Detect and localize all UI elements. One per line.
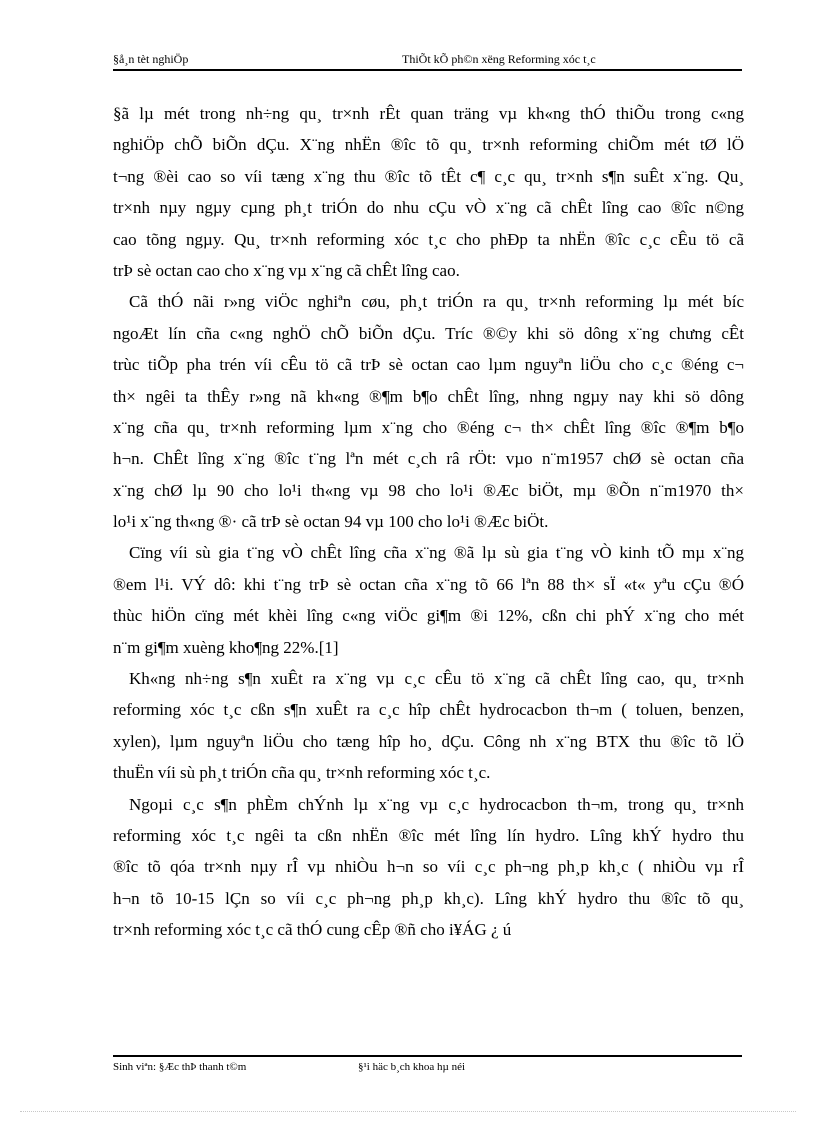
paragraph-1-line: trÞ sè octan cao cho x¨ng vµ x¨ng cã chÊt lîng cao. [113,260,460,280]
paragraph-2-line: trùc tiÕp pha trén víi cÊu tö cã trÞ sè octan cao lµm nguyªn liÖu cho c¸c ®éng c¬ [113,355,744,375]
paragraph-2-line: lo¹i x¨ng th«ng ®· cã trÞ sè octan 94 vµ 100 cho lo¹i ®Æc biÖt. [113,512,549,532]
paragraph-5-line: ®îc tõ qóa tr×nh nµy rÎ vµ nhiÒu h¬n so víi c¸c ph¬ng ph¸p kh¸c ( nhiÒu vµ rÎ [113,857,744,877]
paragraph-2-line: x¨ng cña qu¸ tr×nh reforming lµm x¨ng cho ®éng c¬ th× chÊt lîng ®îc ®¶m b¶o [113,417,744,437]
paragraph-3-line: thùc hiÖn cïng mét khèi lîng c«ng viÖc gi¶m ®i 12%, cßn chi phÝ x¨ng cho mét [113,606,744,626]
paragraph-1-line: tr×nh nµy ngµy cµng ph¸t triÓn do nhu cÇu vÒ x¨ng cã chÊt lîng cao ®îc n©ng [113,198,744,218]
paragraph-1-line: §ã lµ mét trong nh÷ng qu¸ tr×nh rÊt quan träng vµ kh«ng thÓ thiÕu trong c«ng [113,104,744,123]
paragraph-3-line: Cïng víi sù gia t¨ng vÒ chÊt lîng cña x¨ng ®ã lµ sù gia t¨ng vÒ kinh tÕ mµ x¨ng [129,543,744,563]
paragraph-2-line: x¨ng chØ lµ 90 cho lo¹i th«ng vµ 98 cho lo¹i ®Æc biÖt, mµ ®Õn n¨m1970 th× [113,480,744,500]
paragraph-4-line: Kh«ng nh÷ng s¶n xuÊt ra x¨ng vµ c¸c cÊu tö x¨ng cã chÊt lîng cao, qu¸ tr×nh [129,669,744,689]
header-rule [113,69,742,71]
page-edge-dotted-line [20,1111,796,1112]
footer-author: Sinh viªn: §Æc thÞ thanh t©m [113,1061,247,1073]
paragraph-3-line: n¨m gi¶m xuèng kho¶ng 22%.[1] [113,637,339,657]
body-text [113,98,744,946]
paragraph-5-line: reforming xóc t¸c ngêi ta cßn nhËn ®îc mét lîng lín hydro. Lîng khÝ hydro thu [113,825,744,845]
paragraph-4-line: thuËn víi sù ph¸t triÓn cña qu¸ tr×nh reforming xóc t¸c. [113,763,491,783]
footer-rule [113,1055,742,1057]
paragraph-2-line: th× ngêi ta thÊy r»ng nã kh«ng ®¶m b¶o chÊt lîng, nhng ngµy nay khi sö dông [113,386,744,406]
paragraph-2-line: ngoÆt lín cña c«ng nghÖ chÕ biÕn dÇu. Tríc ®©y khi sö dông x¨ng chưng cÊt [113,323,744,343]
paragraph-1-line: cao tõng ngµy. Qu¸ tr×nh reforming xóc t¸c cho phÐp ta nhËn ®îc c¸c cÊu tö cã [113,229,744,249]
paragraph-3-line: ®em l¹i. VÝ dô: khi t¨ng trÞ sè octan cña x¨ng tõ 66 lªn 88 th× sÏ «t« yªu cÇu ®Ó [113,574,744,594]
paragraph-4-line: reforming xóc t¸c cßn s¶n xuÊt ra c¸c hîp chÊt hydrocacbon th¬m ( toluen, benzen, [113,700,744,720]
header-title: ThiÕt kÕ ph©n xëng Reforming xóc t¸c [402,52,596,66]
paragraph-1-line: nghiÖp chÕ biÕn dÇu. X¨ng nhËn ®îc tõ qu¸ tr×nh reforming chiÕm mét tØ lÖ [113,135,744,155]
header-left-text: §å¸n tèt nghiÖp [113,52,189,66]
paragraph-5-line: tr×nh reforming xóc t¸c cã thÓ cung cÊp ®ñ cho i¥ÁG ¿ ú [113,920,512,940]
paragraph-1-line: t¬ng ®èi cao so víi tæng x¨ng thu ®îc tõ tÊt c¶ c¸c qu¸ tr×nh s¶n suÊt x¨ng. Qu¸ [113,166,744,186]
paragraph-4-line: xylen), lµm nguyªn liÖu cho tæng hîp ho¸ dÇu. Công nh x¨ng BTX thu ®îc tõ lÖ [113,731,744,751]
footer-university: §¹i häc b¸ch khoa hµ néi [358,1061,466,1073]
paragraph-5-line: h¬n tõ 10-15 lÇn so víi c¸c ph¬ng ph¸p kh¸c). Lîng khÝ hydro thu ®îc tõ qu¸ [113,888,744,908]
paragraph-2-line: h¬n. ChÊt lîng x¨ng ®îc t¨ng lªn mét c¸ch râ rÖt: vµo n¨m1957 chØ sè octan cña [113,449,744,469]
paragraph-2-line: Cã thÓ nãi r»ng viÖc nghiªn cøu, ph¸t triÓn ra qu¸ tr×nh reforming lµ mét bíc [129,292,744,312]
paragraph-5-line: Ngoµi c¸c s¶n phÈm chÝnh lµ x¨ng vµ c¸c hydrocacbon th¬m, trong qu¸ tr×nh [129,794,744,814]
